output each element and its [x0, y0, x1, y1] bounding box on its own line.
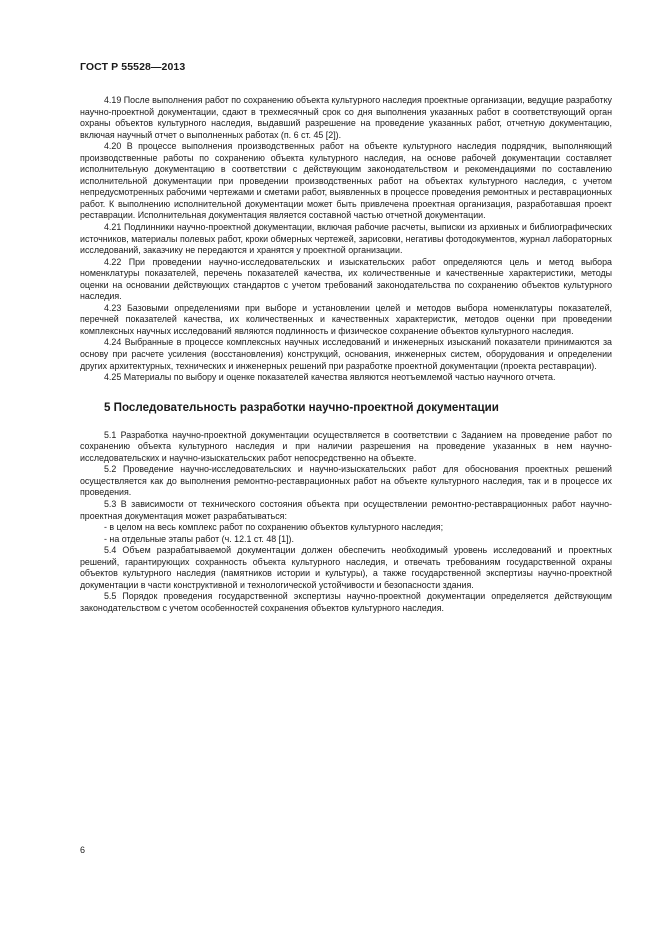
paragraph-4-21: 4.21 Подлинники научно-проектной документации, включая рабочие расчеты, выписки из архивных и библиографических источников, материалы полевых работ, кроки обмерных чертежей, зарисовки, негативы фотодокументов, журнал лабораторных исследований, заказчику не передаются и хранятся у проектной организации. [80, 222, 612, 256]
paragraph-4-22: 4.22 При проведении научно-исследовательских и изыскательских работ определяются цель и метод выбора номенклатуры показателей, перечень показателей качества, их количественные и качественные характеристики, методы оценки на основании действующих стандартов с учетом требований законодательства по сохранению объектов культурного наследия. [80, 256, 612, 302]
paragraph-4-19: 4.19 После выполнения работ по сохранению объекта культурного наследия проектные организации, ведущие разработку научно-проектной документации, сдают в трехмесячный срок со дня выполнения указанных работ в соответствующий орган охраны объектов культурного наследия, выдавший разрешение на проведение указанных работ, отчетную документацию, включая научный отчет о выполненных работах (п. 6 ст. 45 [2]). [80, 95, 612, 140]
section-4-paragraphs [80, 95, 612, 384]
list-item: - на отдельные этапы работ (ч. 12.1 ст. 48 [1]). [104, 533, 294, 544]
page-content [80, 95, 612, 614]
paragraph-5-5: 5.5 Порядок проведения государственной экспертизы научно-проектной документации определяется действующим законодательством с учетом особенностей сохранения объектов культурного наследия. [80, 591, 612, 613]
paragraph-5-1: 5.1 Разработка научно-проектной документации осуществляется в соответствии с Заданием на проведение работ по сохранению объекта культурного наследия и при наличии разрешения на проведение указанных в нем научно-исследовательских и научно-изыскательских работ непосредственно на объекте. [80, 429, 612, 463]
paragraph-5-4: 5.4 Объем разрабатываемой документации должен обеспечить необходимый уровень исследований и проектных решений, гарантирующих сохранность объекта культурного наследия, и отвечать требованиям государственной охраны объектов культурного наследия (памятников истории и культуры), а также государственной экспертизы научно-проектной документации в части конструктивной и технологической устойчивости и безопасности здания. [80, 545, 612, 590]
paragraph-5-3: 5.3 В зависимости от технического состояния объекта при осуществлении ремонтно-реставрационных работ научно-проектная документация может разрабатываться: [80, 498, 612, 521]
paragraph-4-20: 4.20 В процессе выполнения производственных работ на объекте культурного наследия подрядчик, выполняющий производственные работы по сохранению объекта культурного наследия, на основе рабочей документации составляет исполнительную документацию в соответствии с действующим законодательством и рекомендациями по составлению исполнительной документации при проведении производственных работ на объектах культурного наследия, с учетом непредусмотренных рабочими чертежами и сметами работ, выявленных в процессе проведения ремонтных и реставрационных работ. К выполнению исполнительной документации может быть привлечена проектная организация, разработавшая проект реставрации. Исполнительная документация является составной частью отчетной документации. [80, 141, 612, 221]
section-5-heading: 5 Последовательность разработки научно-проектной документации [104, 400, 499, 414]
paragraph-4-25: 4.25 Материалы по выбору и оценке показателей качества являются неотъемлемой частью научного отчета. [104, 372, 556, 383]
page-number: 6 [80, 845, 86, 855]
document-code: ГОСТ Р 55528—2013 [80, 61, 186, 73]
paragraph-4-24: 4.24 Выбранные в процессе комплексных научных исследований и инженерных изысканий показатели принимаются за основу при расчете усиления (восстановления) конструкций, основания, инженерных систем, оборудования и определении других архитектурных, технических и инженерных решений при разработке проектной документации (проекта реставрации). [80, 337, 612, 371]
paragraph-5-2: 5.2 Проведение научно-исследовательских и научно-изыскательских работ для обоснования проектных решений осуществляется как до выполнения ремонтно-реставрационных работ на объекте культурного наследия, так и в процессе их проведения. [80, 464, 612, 498]
paragraph-4-23: 4.23 Базовыми определениями при выборе и установлении целей и методов выбора номенклатуры показателей, перечней показателей качества, их количественных и качественных характеристик, методов оценки при проведении комплексных научных исследований являются подлинность и физическое сохранение объектов культурного наследия. [80, 302, 612, 336]
section-5-paragraphs [80, 430, 612, 615]
list-item: - в целом на весь комплекс работ по сохранению объектов культурного наследия; [104, 522, 444, 533]
